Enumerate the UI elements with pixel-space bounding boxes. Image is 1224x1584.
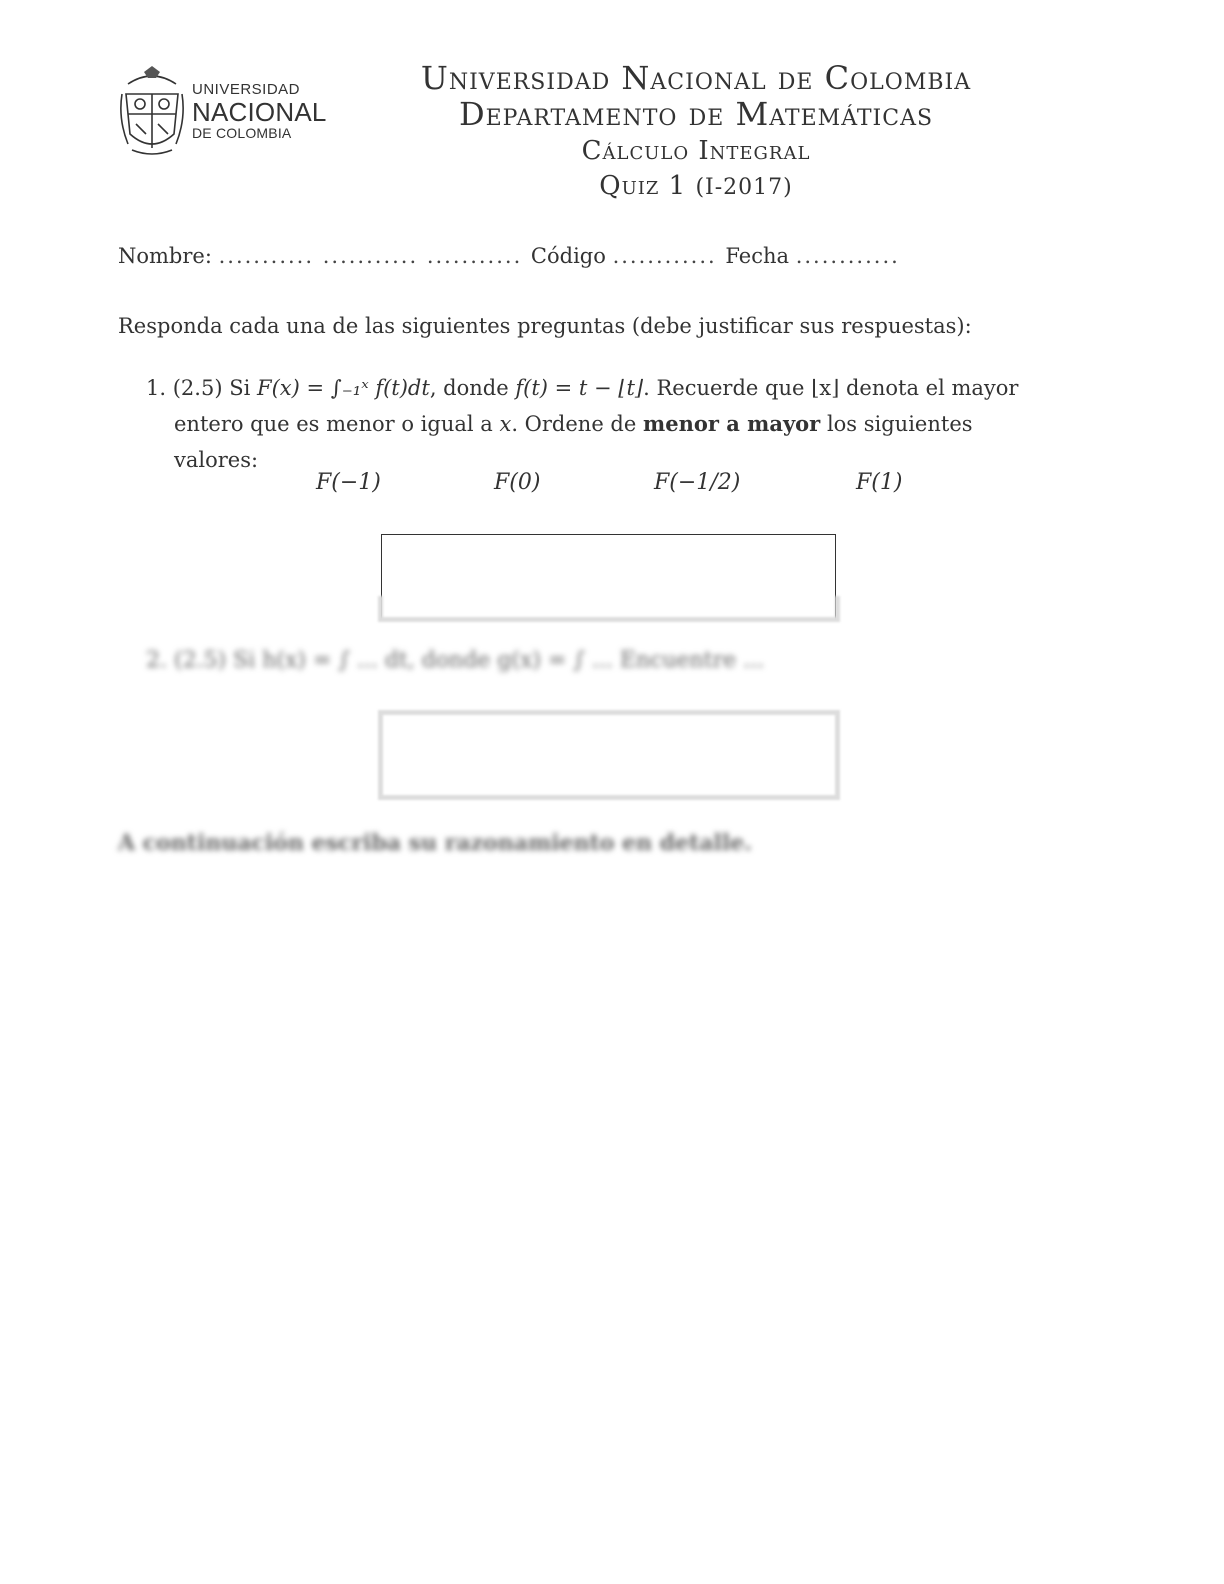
logo-line-de-colombia: DE COLOMBIA xyxy=(192,125,292,141)
line2-text-a: entero que es menor o igual a xyxy=(174,412,493,436)
student-info-row xyxy=(118,244,1048,268)
code-label: Código xyxy=(530,244,606,268)
quiz-label: Quiz 1 xyxy=(599,171,687,201)
name-blank: ........... ........... ........... xyxy=(218,244,531,268)
line2-text-b: . Ordene de xyxy=(511,412,637,436)
line2-variable: x xyxy=(499,412,512,436)
university-title: Universidad Nacional de Colombia xyxy=(420,59,972,97)
quiz-title xyxy=(360,168,1032,206)
date-label: Fecha xyxy=(725,244,790,268)
question-1-line-2 xyxy=(146,406,1046,478)
code-blank: ............ xyxy=(612,244,726,268)
answer-box-2[interactable] xyxy=(378,710,840,800)
instructions: Responda cada una de las siguientes preguntas (debe justificar sus respuestas): xyxy=(118,314,972,338)
function-formula: f(t) = t − ⌊t⌋ xyxy=(515,376,644,400)
name-label: Nombre: xyxy=(118,244,212,268)
course-title: Cálculo Integral xyxy=(581,136,811,166)
value-f-1: F(1) xyxy=(856,470,903,495)
date-blank: ............ xyxy=(795,244,900,268)
document-header xyxy=(360,60,1032,206)
value-f-minus-half: F(−1/2) xyxy=(654,470,741,495)
logo-line-nacional: NACIONAL xyxy=(192,97,327,127)
quiz-term: (I-2017) xyxy=(695,175,793,200)
connector-text: , donde xyxy=(429,376,509,400)
value-f-0: F(0) xyxy=(494,470,541,495)
value-f-minus-1: F(−1) xyxy=(316,470,381,495)
recall-text: . Recuerde que ⌊x⌋ denota el mayor xyxy=(643,376,1019,400)
department-title: Departamento de Matemáticas xyxy=(458,95,934,133)
line2-text-c: los siguientes valores: xyxy=(174,412,973,472)
question-1-line-1 xyxy=(146,370,1046,406)
footer-blurred: A continuación escriba su razonamiento en detalle. xyxy=(118,830,752,856)
question-lead: Si xyxy=(229,376,251,400)
university-logo xyxy=(118,64,348,160)
question-number: 1. xyxy=(146,376,167,400)
definition-formula: F(x) = ∫₋₁ˣ f(t)dt xyxy=(257,376,430,400)
question-points: (2.5) xyxy=(172,376,223,400)
logo-line-universidad: UNIVERSIDAD xyxy=(192,81,301,98)
question-2-blurred: 2. (2.5) Si h(x) = ∫ ... dt, donde g(x) = ∫ ... Encuentre ... xyxy=(146,648,765,673)
university-seal-icon xyxy=(118,64,186,158)
emphasis-text: menor a mayor xyxy=(643,411,821,436)
answer-box-1-blurred-edge xyxy=(378,596,840,622)
question-1 xyxy=(146,370,1046,478)
